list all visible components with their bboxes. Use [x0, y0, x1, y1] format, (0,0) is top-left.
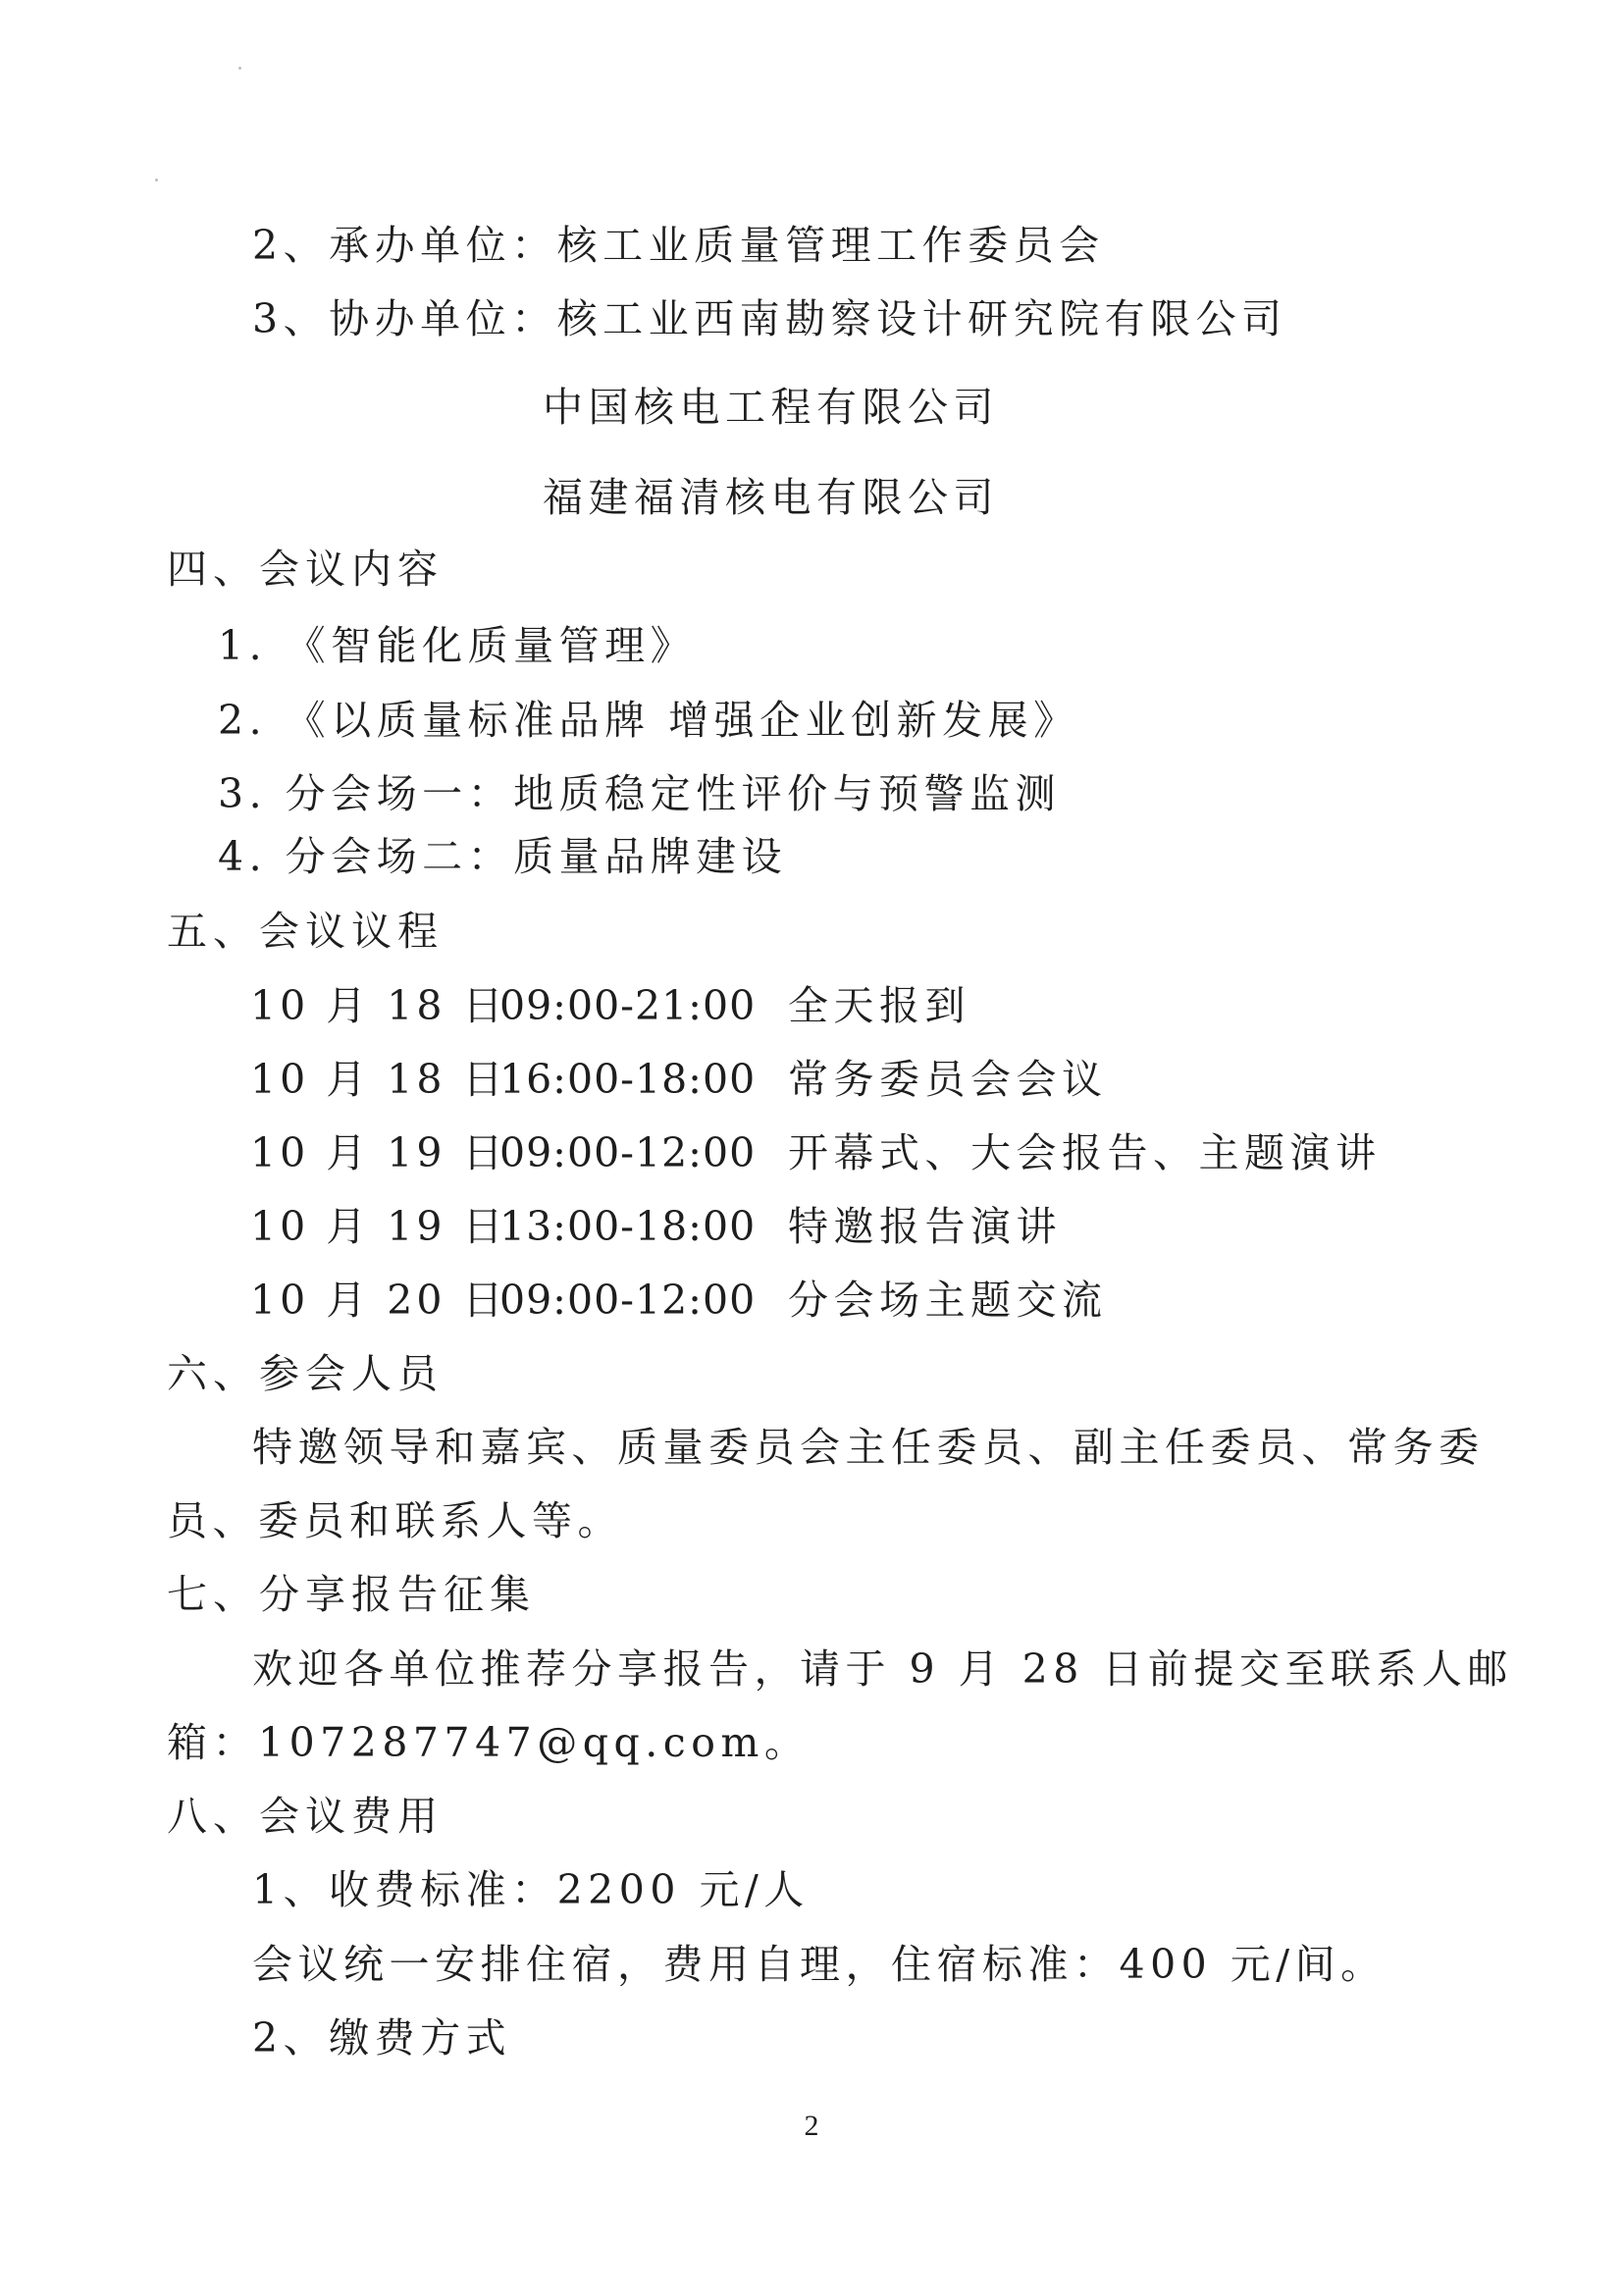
schedule-event: 全天报到 [788, 982, 970, 1029]
page-number: 2 [804, 2110, 819, 2142]
schedule-time: 16:00-18:00 [499, 1056, 757, 1103]
report-call-text-line-2: 箱：107287747@qq.com。 [167, 1719, 811, 1766]
content-item-1: 1. 《智能化质量管理》 [218, 622, 697, 669]
schedule-event: 特邀报告演讲 [788, 1203, 1062, 1250]
section-heading-agenda: 五、会议议程 [167, 908, 444, 955]
co-unit-3: 福建福清核电有限公司 [543, 474, 999, 521]
co-unit-1: 3、协办单位：核工业西南勘察设计研究院有限公司 [252, 295, 1287, 342]
schedule-event: 开幕式、大会报告、主题演讲 [788, 1129, 1382, 1176]
host-unit: 2、承办单位：核工业质量管理工作委员会 [252, 222, 1105, 269]
section-heading-fees: 八、会议费用 [167, 1793, 444, 1840]
report-call-text-line-1: 欢迎各单位推荐分享报告，请于 9 月 28 日前提交至联系人邮 [252, 1645, 1513, 1693]
section-heading-report-call: 七、分享报告征集 [167, 1571, 536, 1618]
attendees-text-line-1: 特邀领导和嘉宾、质量委员会主任委员、副主任委员、常务委 [252, 1424, 1485, 1471]
content-item-3: 3. 分会场一：地质稳定性评价与预警监测 [218, 770, 1062, 817]
schedule-date: 10 月 18 日 [250, 982, 507, 1029]
fee-standard: 1、收费标准：2200 元/人 [252, 1866, 810, 1913]
schedule-date: 10 月 18 日 [250, 1056, 507, 1103]
scan-speck [238, 67, 241, 70]
schedule-date: 10 月 19 日 [250, 1129, 507, 1176]
attendees-text-line-2: 员、委员和联系人等。 [167, 1497, 623, 1544]
content-item-4: 4. 分会场二：质量品牌建设 [218, 833, 788, 880]
section-heading-meeting-content: 四、会议内容 [167, 546, 444, 593]
lodging-note: 会议统一安排住宿，费用自理，住宿标准：400 元/间。 [252, 1941, 1387, 1988]
content-item-2: 2. 《以质量标准品牌 增强企业创新发展》 [218, 697, 1079, 744]
payment-method: 2、缴费方式 [252, 2014, 512, 2061]
scan-speck [155, 179, 158, 182]
schedule-time: 09:00-12:00 [499, 1277, 757, 1324]
schedule-time: 09:00-21:00 [499, 982, 757, 1029]
schedule-time: 09:00-12:00 [499, 1129, 757, 1176]
schedule-event: 常务委员会会议 [788, 1056, 1108, 1103]
schedule-date: 10 月 20 日 [250, 1277, 507, 1324]
section-heading-attendees: 六、参会人员 [167, 1350, 444, 1397]
schedule-time: 13:00-18:00 [499, 1203, 757, 1250]
schedule-event: 分会场主题交流 [788, 1277, 1108, 1324]
schedule-date: 10 月 19 日 [250, 1203, 507, 1250]
co-unit-2: 中国核电工程有限公司 [543, 384, 999, 431]
